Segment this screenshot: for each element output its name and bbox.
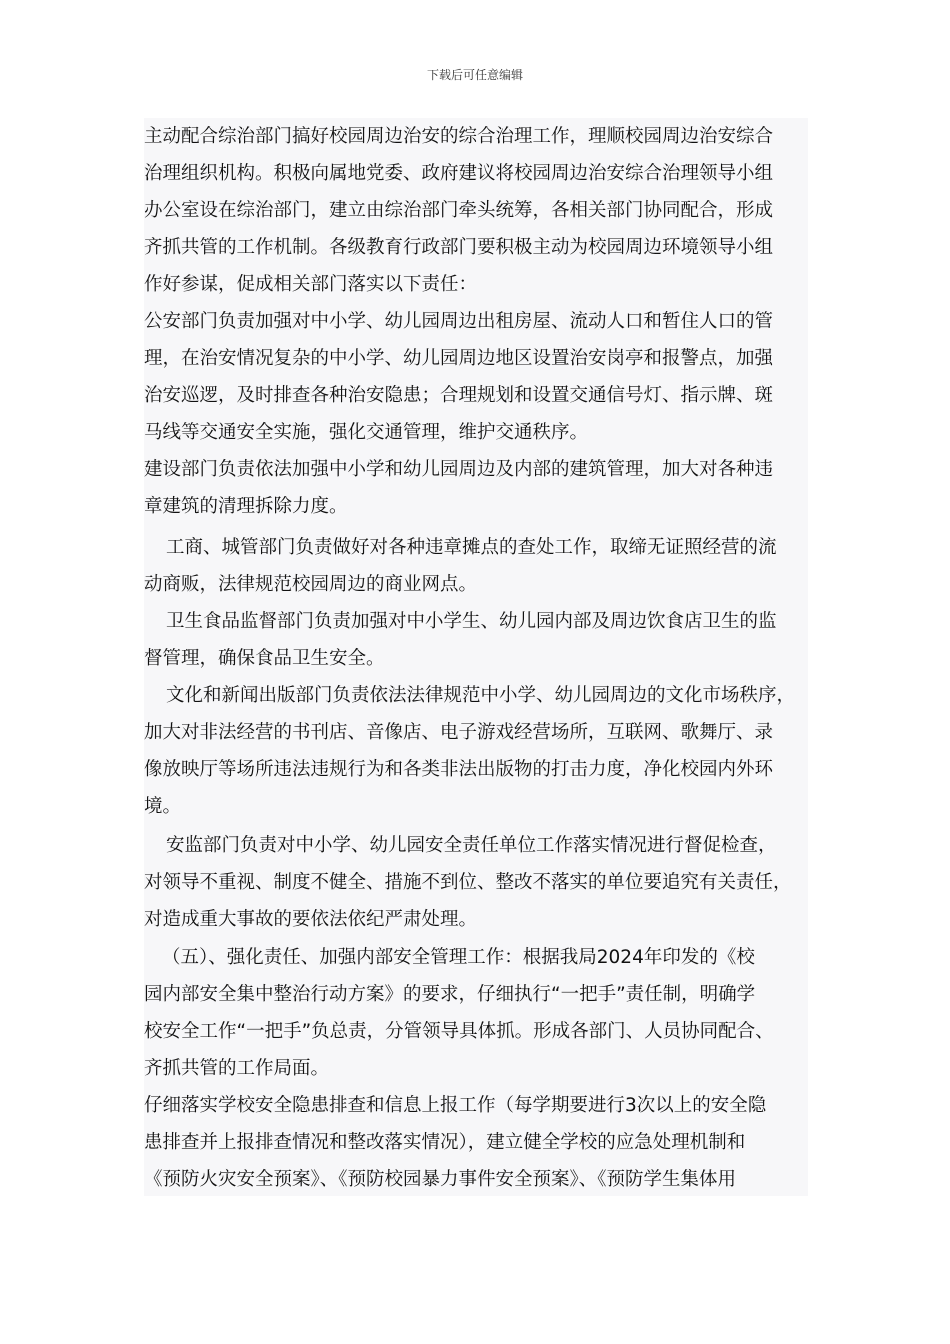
text-line: 安监部门负责对中小学、幼儿园安全责任单位工作落实情况进行督促检查， xyxy=(166,835,777,856)
text-line: 像放映厅等场所违法违规行为和各类非法出版物的打击力度，净化校园内外环 xyxy=(144,759,774,780)
text-line: 校安全工作“一把手”负总责，分管领导具体抓。形成各部门、人员协同配合、 xyxy=(144,1021,774,1042)
text-line: 办公室设在综治部门，建立由综治部门牵头统筹，各相关部门协同配合，形成 xyxy=(144,200,774,221)
text-line: 加大对非法经营的书刊店、音像店、电子游戏经营场所，互联网、歌舞厅、录 xyxy=(144,722,774,743)
text-line: 作好参谋，促成相关部门落实以下责任： xyxy=(144,274,478,295)
text-line: 动商贩，法律规范校园周边的商业网点。 xyxy=(144,574,478,595)
text-line: 建设部门负责依法加强中小学和幼儿园周边及内部的建筑管理，加大对各种违 xyxy=(144,459,774,480)
text-line: 仔细落实学校安全隐患排查和信息上报工作（每学期要进行3次以上的安全隐 xyxy=(144,1095,767,1116)
text-line: 督管理，确保食品卫生安全。 xyxy=(144,648,385,669)
text-line: 主动配合综治部门搞好校园周边治安的综合治理工作，理顺校园周边治安综合 xyxy=(144,126,774,147)
text-line: 治理组织机构。积极向属地党委、政府建议将校园周边治安综合治理领导小组 xyxy=(144,163,774,184)
text-line: 患排查并上报排查情况和整改落实情况），建立健全学校的应急处理机制和 xyxy=(144,1132,746,1153)
text-line: 卫生食品监督部门负责加强对中小学生、幼儿园内部及周边饮食店卫生的监 xyxy=(166,611,777,632)
text-line: 章建筑的清理拆除力度。 xyxy=(144,496,348,517)
text-line: 园内部安全集中整治行动方案》的要求，仔细执行“一把手”责任制，明确学 xyxy=(144,984,756,1005)
text-line: 境。 xyxy=(144,796,182,817)
text-line: 马线等交通安全实施，强化交通管理，维护交通秩序。 xyxy=(144,422,589,443)
document-body xyxy=(144,118,808,1196)
text-line: 对领导不重视、制度不健全、措施不到位、整改不落实的单位要追究有关责任， xyxy=(144,872,792,893)
text-line: 公安部门负责加强对中小学、幼儿园周边出租房屋、流动人口和暂住人口的管 xyxy=(144,311,774,332)
text-line: 工商、城管部门负责做好对各种违章摊点的查处工作，取缔无证照经营的流 xyxy=(166,537,777,558)
text-line: 齐抓共管的工作机制。各级教育行政部门要积极主动为校园周边环境领导小组 xyxy=(144,237,774,258)
text-line: 治安巡逻，及时排查各种治安隐患；合理规划和设置交通信号灯、指示牌、斑 xyxy=(144,385,774,406)
text-line: 对造成重大事故的要依法依纪严肃处理。 xyxy=(144,909,478,930)
text-line: 《预防火灾安全预案》、《预防校园暴力事件安全预案》、《预防学生集体用 xyxy=(144,1169,737,1190)
text-line: 理，在治安情况复杂的中小学、幼儿园周边地区设置治安岗亭和报警点，加强 xyxy=(144,348,774,369)
text-line: 齐抓共管的工作局面。 xyxy=(144,1058,330,1079)
text-line: 文化和新闻出版部门负责依法法律规范中小学、幼儿园周边的文化市场秩序， xyxy=(166,685,796,706)
text-line: （五）、强化责任、加强内部安全管理工作：根据我局2024年印发的《校 xyxy=(162,947,755,968)
page-header-note: 下载后可任意编辑 xyxy=(426,68,523,82)
